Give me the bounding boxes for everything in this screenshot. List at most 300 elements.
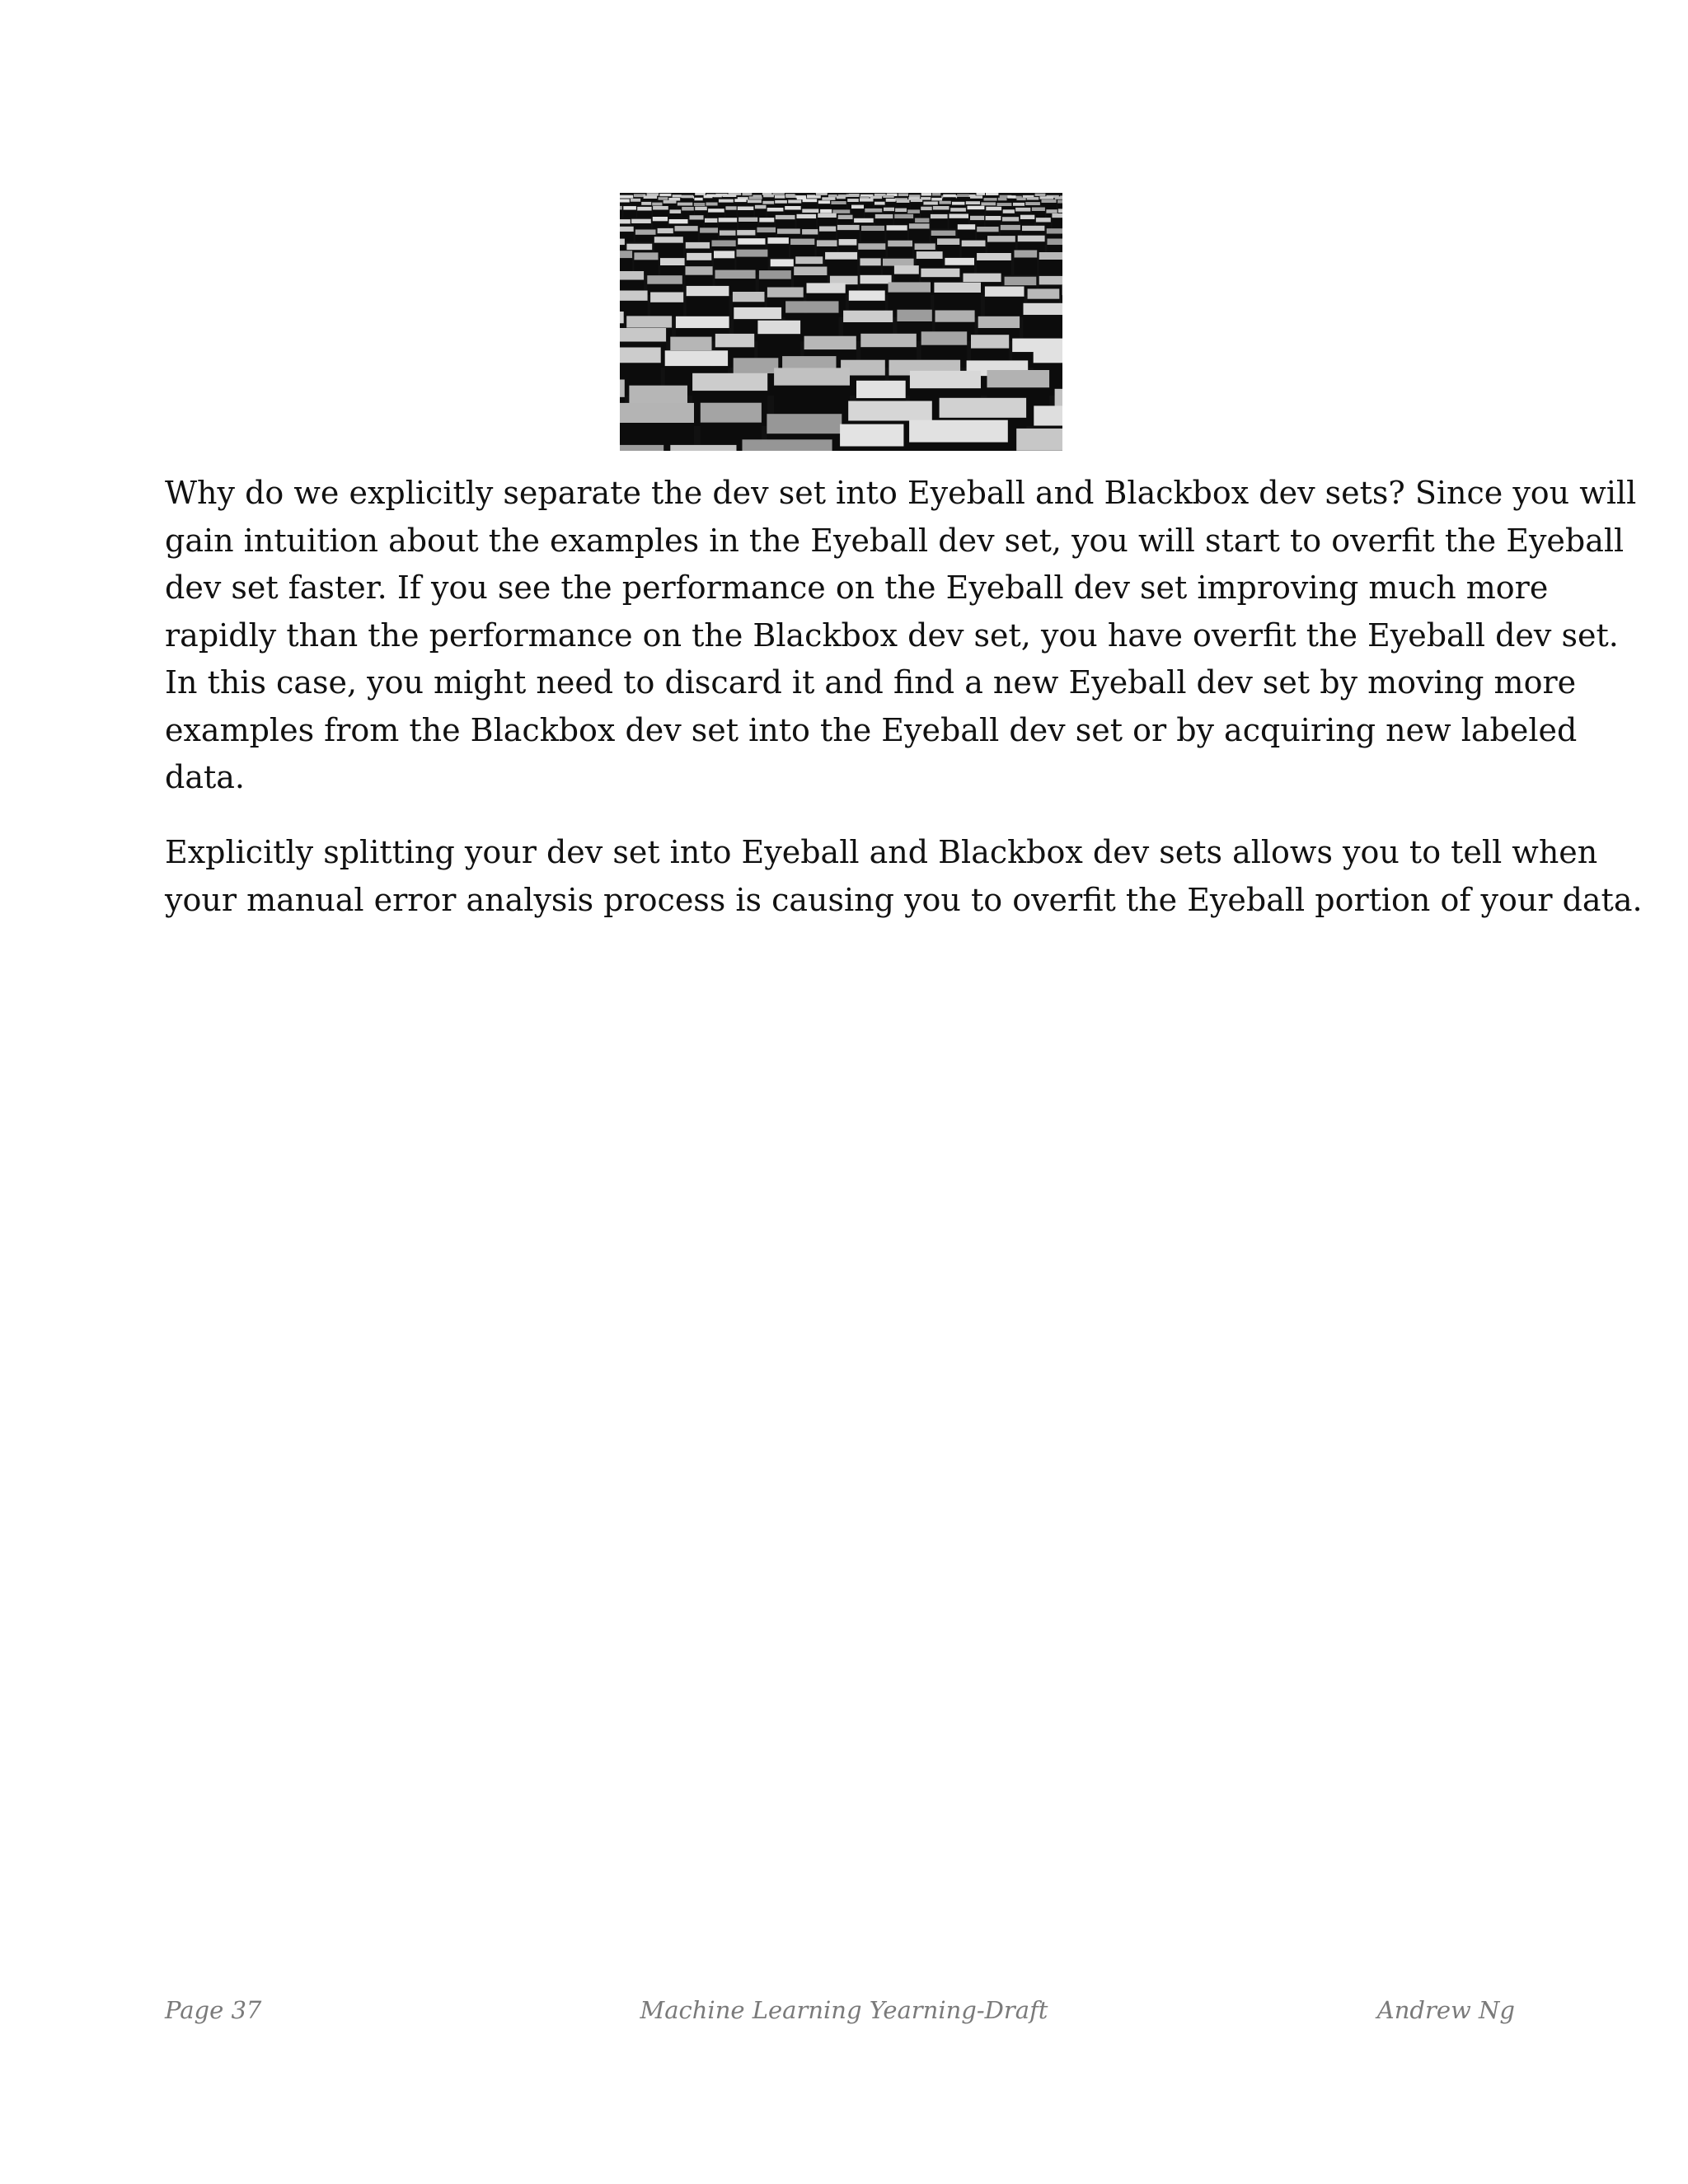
cube-side — [637, 211, 651, 218]
cube-side — [1052, 218, 1062, 228]
cube-side — [1039, 260, 1062, 275]
cube-face — [757, 321, 800, 335]
book-title: Machine Learning Yearning-Draft — [640, 1996, 1048, 2024]
cube-face — [986, 207, 1001, 211]
cube-side — [670, 213, 682, 218]
cube-side — [921, 210, 932, 218]
cube-face — [915, 218, 929, 223]
cube-side — [819, 232, 836, 241]
cube-face — [775, 195, 785, 199]
cube-face — [1027, 197, 1039, 200]
cube-face — [715, 270, 756, 279]
cube-face — [652, 203, 662, 206]
cube-face — [940, 201, 951, 204]
cube-side — [755, 209, 767, 218]
cube-face — [985, 287, 1025, 297]
cube-face — [909, 420, 1008, 443]
cube-face — [803, 199, 818, 202]
cube-face — [620, 239, 625, 246]
cube-face — [767, 208, 784, 212]
cube-face — [987, 370, 1050, 387]
paragraph-line: gain intuition about the examples in the Eyeball dev set, you will start to overfit the Eyeball — [165, 522, 1625, 559]
cube-face — [1047, 228, 1062, 233]
cube-face — [1052, 213, 1062, 218]
cube-face — [977, 253, 1011, 260]
cube-face — [767, 288, 804, 298]
cube-face — [846, 194, 859, 198]
cube-face — [669, 219, 688, 223]
cube-face — [767, 237, 789, 244]
cube-side — [631, 223, 651, 228]
cube-side — [851, 209, 864, 218]
cube-face — [933, 206, 950, 210]
cube-face — [705, 218, 717, 223]
cube-face — [775, 200, 787, 204]
cube-face — [734, 307, 781, 319]
cube-face — [987, 236, 1015, 242]
page-number: Page 37 — [165, 1996, 262, 2024]
cube-side — [958, 230, 975, 242]
author-name: Andrew Ng — [1376, 1996, 1515, 2024]
cube-face — [767, 414, 842, 434]
cube-face — [653, 217, 668, 221]
paragraph-line: In this case, you might need to discard it and find a new Eyeball dev set by moving more — [165, 664, 1577, 701]
cube-face — [629, 386, 687, 403]
cube-face — [897, 310, 931, 321]
cube-face — [1016, 429, 1062, 451]
cube-face — [1057, 200, 1062, 204]
cube-face — [620, 199, 630, 203]
cube-face — [858, 243, 885, 250]
paragraph-line: Why do we explicitly separate the dev set into Eyeball and Blackbox dev sets? Since you will — [165, 475, 1637, 511]
cube-face — [695, 193, 706, 195]
cube-face — [712, 241, 736, 247]
cube-face — [997, 203, 1012, 206]
cube-face — [785, 206, 801, 210]
cube-face — [695, 207, 707, 211]
cube-face — [620, 348, 661, 363]
cube-face — [1028, 288, 1060, 298]
cube-side — [911, 202, 922, 209]
cube-face — [1015, 251, 1038, 258]
cube-face — [1048, 239, 1063, 246]
cube-side — [725, 210, 736, 218]
cube-face — [737, 250, 768, 257]
cube-side — [888, 246, 912, 257]
cube-face — [1015, 208, 1030, 212]
cube-face — [620, 219, 631, 223]
cube-face — [998, 198, 1007, 201]
cube-face — [843, 311, 893, 322]
cube-side — [909, 229, 930, 242]
cube-face — [681, 195, 693, 199]
cube-face — [737, 230, 755, 235]
cube-face — [875, 214, 893, 218]
cube-face — [856, 381, 906, 398]
cube-face — [886, 199, 896, 202]
cube-face — [921, 193, 931, 196]
cube-face — [631, 219, 651, 223]
cube-face — [1055, 389, 1062, 406]
cube-face — [932, 193, 940, 196]
cube-face — [950, 208, 966, 212]
cube-face — [620, 291, 648, 301]
cube-face — [937, 238, 959, 245]
cube-face — [1040, 196, 1054, 199]
cube-face — [725, 206, 736, 210]
cube-side — [1015, 258, 1038, 275]
cube-side — [654, 243, 683, 257]
cube-face — [828, 194, 837, 198]
cube-face — [860, 258, 881, 265]
cube-side — [660, 265, 685, 275]
cube-side — [825, 260, 857, 275]
cube-face — [966, 201, 980, 204]
cube-face — [771, 259, 794, 266]
cube-face — [749, 196, 762, 199]
cube-face — [860, 275, 892, 284]
cube-face — [884, 208, 894, 212]
cube-face — [773, 193, 785, 195]
cube-face — [1035, 194, 1046, 197]
cube-face — [719, 218, 738, 222]
cube-face — [804, 336, 856, 350]
cube-face — [817, 240, 837, 246]
cube-face — [660, 258, 685, 265]
cube-side — [858, 250, 885, 257]
cube-face — [690, 215, 704, 219]
cube-face — [670, 209, 682, 213]
cube-face — [763, 194, 774, 198]
cube-face — [785, 195, 795, 199]
paragraph-line: data. — [165, 759, 245, 795]
cube-side — [1057, 204, 1062, 210]
cube-face — [818, 200, 830, 204]
cube-face — [820, 209, 832, 213]
paragraph-line: examples from the Blackbox dev set into the Eyeball dev set or by acquiring new labeled — [165, 711, 1578, 748]
cube-face — [686, 266, 713, 275]
cube-side — [708, 213, 724, 218]
cube-face — [663, 200, 677, 204]
cube-face — [915, 243, 935, 250]
cube-face — [650, 293, 683, 302]
cube-side — [738, 210, 754, 218]
cube-face — [757, 227, 776, 232]
cube-face — [1002, 217, 1019, 221]
cube-face — [1042, 199, 1057, 203]
cube-face — [759, 270, 791, 279]
cube-face — [659, 197, 668, 200]
cube-face — [1025, 202, 1040, 205]
cube-face — [714, 251, 734, 258]
cube-face — [647, 193, 659, 196]
cube-face — [647, 275, 682, 284]
cube-face — [931, 231, 956, 236]
cube-side — [650, 302, 683, 317]
cube-face — [743, 193, 753, 195]
cube-face — [795, 256, 823, 264]
cube-face — [978, 316, 1020, 328]
cube-face — [917, 251, 943, 259]
cube-face — [934, 283, 981, 293]
cube-face — [860, 334, 917, 348]
cube-face — [620, 251, 632, 258]
cubes-illustration — [620, 193, 1062, 451]
cube-face — [1013, 203, 1025, 206]
paragraph-line: your manual error analysis process is causing you to overfit the Eyeball portion of your data. — [165, 881, 1643, 918]
cube-face — [720, 231, 736, 236]
cube-face — [981, 202, 996, 205]
cube-face — [682, 207, 694, 211]
cube-face — [670, 445, 736, 451]
cube-face — [837, 225, 860, 230]
cube-face — [964, 274, 1001, 283]
cube-face — [911, 199, 922, 202]
cube-face — [714, 194, 722, 198]
cube-face — [819, 227, 836, 232]
cube-face — [637, 207, 651, 211]
cube-face — [977, 193, 986, 195]
cube-face — [626, 316, 672, 327]
cube-face — [670, 337, 711, 351]
cube-side — [620, 209, 622, 218]
cube-face — [807, 195, 821, 199]
cube-face — [921, 331, 968, 345]
cube-face — [673, 194, 682, 198]
cube-face — [970, 195, 982, 199]
cube-side — [623, 210, 636, 218]
cube-face — [719, 199, 734, 203]
cube-face — [634, 252, 658, 260]
cube-face — [701, 403, 762, 423]
cube-face — [851, 205, 864, 209]
cube-face — [1032, 208, 1045, 212]
cube-side — [840, 447, 903, 451]
cube-face — [620, 380, 625, 397]
cube-face — [894, 214, 913, 218]
cube-face — [910, 371, 981, 388]
cube-face — [838, 215, 853, 219]
cube-face — [931, 214, 948, 218]
cube-face — [1005, 277, 1037, 286]
cube-side — [635, 235, 656, 241]
cube-face — [785, 301, 838, 312]
cube-face — [1034, 405, 1062, 425]
cube-face — [802, 229, 818, 234]
cube-face — [921, 269, 959, 278]
cube-side — [620, 301, 648, 317]
cube-face — [704, 195, 713, 199]
cube-face — [620, 195, 633, 199]
cube-face — [794, 267, 827, 276]
cube-face — [970, 216, 984, 220]
cube-face — [734, 358, 779, 373]
cube-face — [968, 206, 985, 210]
cube-face — [762, 201, 774, 204]
cube-face — [687, 253, 711, 260]
cube-face — [984, 198, 997, 201]
cube-face — [840, 424, 903, 447]
cube-face — [1020, 215, 1034, 219]
cube-face — [940, 398, 1027, 418]
cube-face — [802, 209, 818, 213]
cube-face — [943, 194, 956, 198]
cube-face — [755, 205, 767, 209]
cube-face — [907, 209, 920, 213]
cube-face — [623, 206, 636, 210]
cube-face — [950, 214, 969, 218]
cube-face — [816, 193, 828, 195]
cube-face — [1046, 209, 1057, 213]
cube-face — [708, 209, 724, 213]
cube-face — [748, 199, 762, 203]
cube-face — [759, 218, 774, 222]
cube-face — [807, 283, 846, 293]
cube-face — [635, 230, 656, 235]
cube-face — [971, 335, 1009, 349]
cube-face — [734, 199, 746, 202]
cube-side — [797, 218, 817, 228]
cube-side — [803, 202, 818, 209]
cube-face — [825, 252, 857, 260]
cube-face — [1034, 348, 1062, 363]
cube-face — [977, 227, 998, 232]
cube-face — [849, 291, 885, 301]
cube-face — [854, 218, 874, 223]
cube-side — [887, 231, 907, 242]
cube-face — [788, 200, 801, 204]
cube-face — [837, 196, 846, 199]
cube-face — [620, 445, 663, 451]
cube-face — [1036, 218, 1051, 222]
cube-face — [1016, 198, 1025, 201]
cube-face — [986, 216, 1001, 220]
cube-face — [659, 194, 671, 197]
cube-face — [952, 202, 964, 205]
cube-face — [620, 403, 694, 423]
cube-face — [723, 194, 737, 198]
cube-face — [865, 209, 882, 213]
cube-face — [909, 194, 920, 198]
cube-face — [861, 226, 884, 231]
cube-face — [935, 311, 975, 322]
cube-face — [945, 258, 974, 265]
cube-face — [686, 242, 710, 249]
cube-face — [631, 199, 640, 202]
cube-face — [958, 224, 975, 229]
cube-face — [1001, 225, 1020, 230]
cube-face — [888, 241, 912, 247]
cube-face — [687, 286, 729, 296]
cube-face — [1022, 226, 1044, 231]
cube-face — [738, 218, 757, 222]
cube-face — [818, 213, 837, 218]
cube-face — [797, 214, 817, 218]
cube-face — [692, 373, 767, 391]
cube-face — [641, 202, 651, 205]
cube-face — [909, 223, 930, 228]
cube-face — [1055, 196, 1062, 199]
paragraph-eyeball-blackbox — [165, 470, 1637, 802]
cube-side — [861, 231, 884, 241]
cube-face — [743, 439, 832, 451]
cube-side — [818, 204, 830, 209]
cube-face — [774, 368, 850, 385]
cube-side — [977, 260, 1011, 275]
cube-face — [962, 241, 986, 247]
paragraph-line: rapidly than the performance on the Blackbox dev set, you have overfit the Eyeball dev set. — [165, 616, 1619, 654]
cube-side — [738, 222, 757, 228]
cube-face — [1058, 209, 1062, 213]
cube-face — [644, 195, 658, 199]
cubes-image — [620, 193, 1062, 451]
cube-face — [665, 350, 728, 366]
cube-face — [733, 292, 765, 302]
cube-face — [694, 198, 702, 201]
cube-face — [676, 316, 729, 328]
cube-face — [635, 194, 643, 198]
cube-side — [1024, 315, 1063, 341]
cube-face — [620, 271, 644, 280]
cube-face — [653, 206, 668, 210]
cube-face — [889, 282, 931, 292]
cube-side — [790, 245, 814, 257]
cube-side — [719, 223, 738, 229]
cube-face — [883, 195, 893, 199]
cube-face — [887, 225, 907, 230]
cube-face — [1003, 209, 1015, 213]
cube-side — [776, 219, 795, 228]
cube-face — [777, 229, 800, 234]
cube-side — [985, 297, 1025, 317]
cube-face — [776, 215, 795, 219]
cube-face — [986, 193, 998, 195]
cube-face — [1039, 276, 1062, 285]
cube-side — [767, 244, 789, 257]
cube-face — [678, 203, 692, 206]
cube-face — [831, 201, 846, 204]
cube-face — [839, 239, 857, 246]
cube-face — [957, 194, 969, 197]
cube-face — [694, 203, 705, 206]
cube-side — [860, 265, 881, 274]
cube-face — [822, 197, 835, 200]
cube-side — [687, 296, 729, 316]
cube-face — [715, 334, 754, 348]
paragraph-line: dev set faster. If you see the performance on the Eyeball dev set improving much more — [165, 569, 1549, 606]
paragraph-line: Explicitly splitting your dev set into Eyeball and Blackbox dev sets allows you to tell when — [165, 834, 1598, 870]
cube-face — [790, 239, 814, 246]
paragraph-splitting-summary — [165, 829, 1643, 924]
cube-face — [1039, 252, 1062, 260]
cube-face — [620, 227, 634, 232]
cube-side — [705, 223, 717, 228]
cube-face — [848, 401, 932, 421]
cube-face — [1018, 236, 1045, 242]
cube-face — [1007, 195, 1015, 199]
cube-face — [706, 203, 718, 206]
cube-face — [738, 238, 765, 245]
cube-face — [897, 199, 910, 203]
cube-face — [620, 312, 624, 323]
cube-face — [921, 207, 932, 211]
cube-face — [700, 227, 718, 232]
cube-face — [654, 237, 683, 243]
cube-face — [894, 265, 919, 274]
cube-face — [738, 207, 754, 211]
cube-face — [923, 202, 938, 205]
page-footer — [0, 1996, 1688, 2029]
